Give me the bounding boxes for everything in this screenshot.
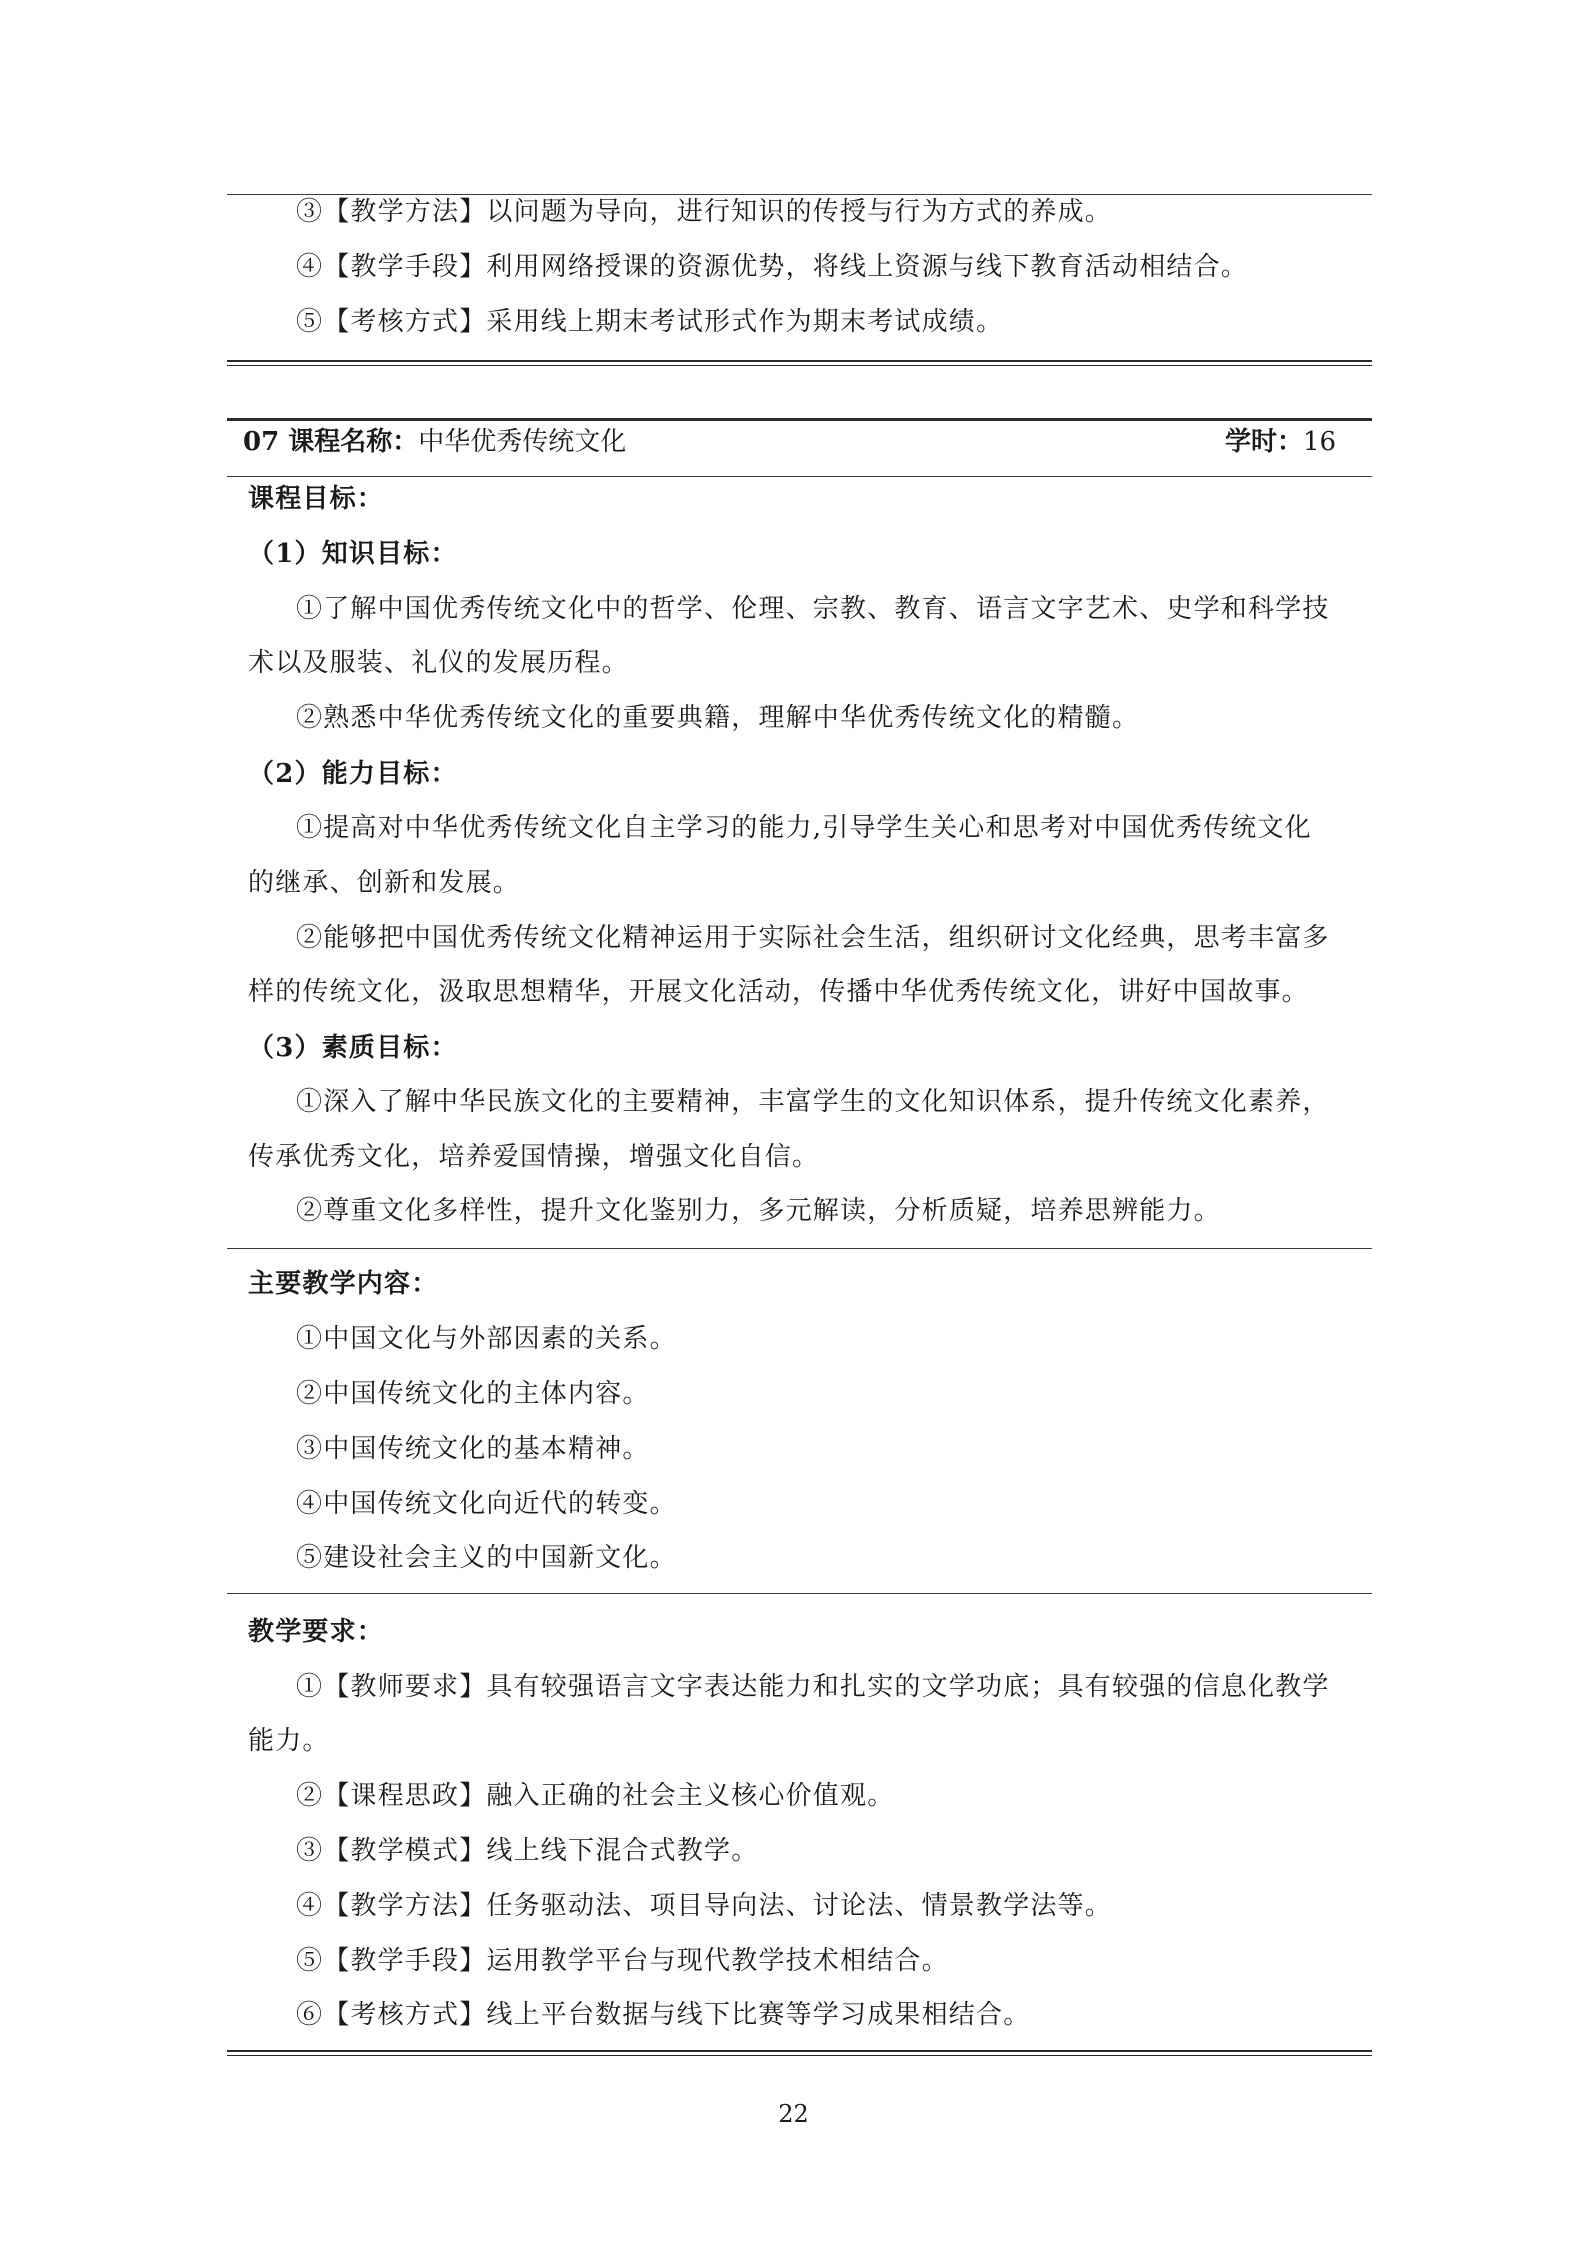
ability-item-cont: 样的传统文化，汲取思想精华，开展文化活动，传播中华优秀传统文化，讲好中国故事。 (248, 977, 1309, 1007)
teaching-method-line: ③【教学方法】以问题为导向，进行知识的传授与行为方式的养成。 (296, 197, 1113, 227)
content-heading: 主要教学内容： (248, 1269, 439, 1299)
knowledge-item: ②熟悉中华优秀传统文化的重要典籍，理解中华优秀传统文化的精髓。 (296, 703, 1140, 733)
objectives-heading: 课程目标： (248, 484, 385, 514)
quality-item: ②尊重文化多样性，提升文化鉴别力，多元解读，分析质疑，培养思辨能力。 (296, 1196, 1221, 1226)
course-number-label: 07 课程名称： (243, 427, 419, 457)
course-name: 中华优秀传统文化 (418, 427, 627, 457)
content-item: ②中国传统文化的主体内容。 (296, 1379, 650, 1409)
requirement-item: ③【教学模式】线上线下混合式教学。 (296, 1836, 759, 1866)
content-item: ⑤建设社会主义的中国新文化。 (296, 1543, 677, 1573)
section-rule (227, 1248, 1372, 1249)
course-header-top-rule (227, 418, 1372, 421)
teaching-means-line: ④【教学手段】利用网络授课的资源优势，将线上资源与线下教育活动相结合。 (296, 252, 1249, 282)
quality-heading: （3）素质目标： (248, 1033, 458, 1063)
table-bottom-rule (227, 2050, 1372, 2056)
course-hours (1225, 422, 1336, 462)
knowledge-item-cont: 术以及服装、礼仪的发展历程。 (248, 648, 629, 678)
requirement-item: ⑤【教学手段】运用教学平台与现代教学技术相结合。 (296, 1946, 949, 1976)
ability-item: ②能够把中国优秀传统文化精神运用于实际社会生活，组织研讨文化经典，思考丰富多 (296, 923, 1330, 953)
ability-item-cont: 的继承、创新和发展。 (248, 868, 521, 898)
content-item: ③中国传统文化的基本精神。 (296, 1434, 650, 1464)
content-item: ①中国文化与外部因素的关系。 (296, 1324, 677, 1354)
assessment-line: ⑤【考核方式】采用线上期末考试形式作为期末考试成绩。 (296, 307, 1004, 337)
ability-heading: （2）能力目标： (248, 759, 458, 789)
quality-item-cont: 传承优秀文化，培养爱国情操，增强文化自信。 (248, 1142, 820, 1172)
requirement-item: ④【教学方法】任务驱动法、项目导向法、讨论法、情景教学法等。 (296, 1891, 1113, 1921)
requirement-item-cont: 能力。 (248, 1726, 330, 1756)
requirements-heading: 教学要求： (248, 1617, 385, 1647)
content-item: ④中国传统文化向近代的转变。 (296, 1489, 677, 1519)
course-header (243, 422, 1353, 462)
quality-item: ①深入了解中华民族文化的主要精神，丰富学生的文化知识体系，提升传统文化素养， (296, 1087, 1330, 1117)
hours-label: 学时： (1225, 427, 1304, 457)
knowledge-item: ①了解中国优秀传统文化中的哲学、伦理、宗教、教育、语言文字艺术、史学和科学技 (296, 594, 1330, 624)
section-rule (227, 1593, 1372, 1594)
requirement-item: ②【课程思政】融入正确的社会主义核心价值观。 (296, 1781, 895, 1811)
hours-value: 16 (1303, 427, 1337, 457)
section-end-rule (227, 360, 1372, 366)
requirement-item: ①【教师要求】具有较强语言文字表达能力和扎实的文学功底；具有较强的信息化教学 (296, 1672, 1330, 1702)
page-number: 22 (778, 2100, 809, 2128)
knowledge-heading: （1）知识目标： (248, 539, 458, 569)
course-header-bottom-rule (227, 476, 1372, 477)
requirement-item: ⑥【考核方式】线上平台数据与线下比赛等学习成果相结合。 (296, 2000, 1031, 2030)
ability-item: ①提高对中华优秀传统文化自主学习的能力,引导学生关心和思考对中国优秀传统文化 (296, 813, 1312, 843)
